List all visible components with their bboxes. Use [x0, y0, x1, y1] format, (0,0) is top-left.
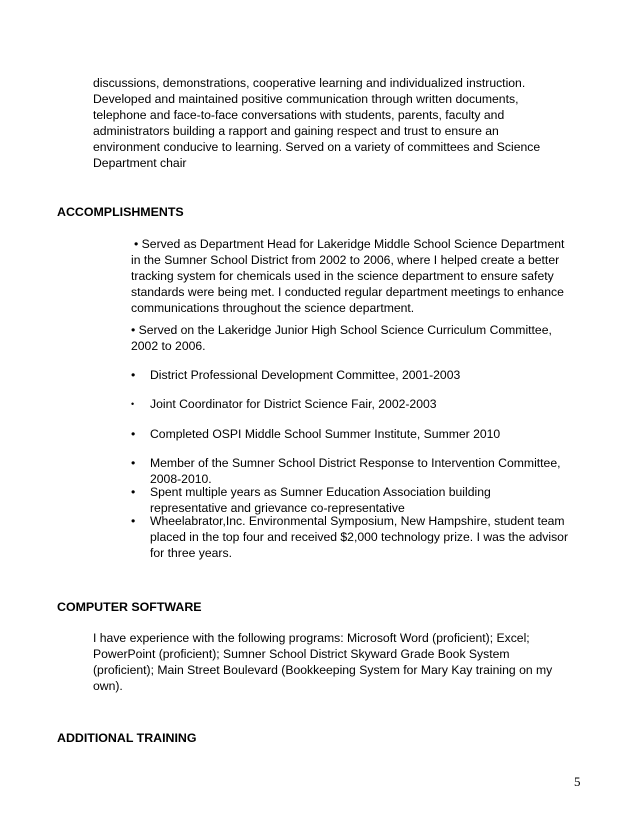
intro-line: telephone and face-to-face conversations with students, parents, faculty and — [93, 108, 505, 122]
software-line: (proficient); Main Street Boulevard (Bookkeeping System for Mary Kay training on my — [93, 663, 553, 677]
software-line: I have experience with the following programs: Microsoft Word (proficient); Excel; — [93, 631, 530, 645]
intro-line: Developed and maintained positive communication through written documents, — [93, 92, 519, 106]
bullet-icon: • — [131, 368, 136, 382]
bullet-icon: • — [131, 399, 135, 409]
curriculum-committee-paragraph — [131, 322, 591, 354]
intro-paragraph — [93, 75, 563, 171]
bullet-icon: • — [134, 237, 139, 251]
intro-line: Department chair — [93, 156, 187, 170]
intro-line: discussions, demonstrations, cooperative learning and individualized instruction. — [93, 76, 526, 90]
dept-line: in the Sumner School District from 2002 to 2006, where I helped create a better — [131, 253, 560, 267]
intro-line: administrators building a rapport and gaining respect and trust to ensure an — [93, 124, 499, 138]
software-line: own). — [93, 679, 123, 693]
bullet-icon: • — [131, 514, 136, 528]
bullet-icon: • — [131, 427, 136, 441]
department-head-paragraph — [131, 236, 591, 316]
list-item: • Wheelabrator,Inc. Environmental Symposium, New Hampshire, student team placed in the top four and received $2,000 technology prize. I was the advisor for three years. — [131, 514, 569, 560]
accomplishments-heading: ACCOMPLISHMENTS — [57, 205, 184, 219]
bullet-icon: • — [131, 485, 136, 499]
list-item: • Completed OSPI Middle School Summer Institute, Summer 2010 — [131, 427, 501, 441]
list-item: • Member of the Sumner School District Response to Intervention Committee, 2008-2010. — [131, 456, 561, 486]
list-item: • Joint Coordinator for District Science Fair, 2002-2003 — [131, 397, 437, 411]
curriculum-line: 2002 to 2006. — [131, 339, 206, 353]
dept-line: Served as Department Head for Lakeridge Middle School Science Department — [141, 237, 565, 251]
dept-line: tracking system for chemicals used in the science department to ensure safety — [131, 269, 554, 283]
curriculum-line: • Served on the Lakeridge Junior High School Science Curriculum Committee, — [131, 323, 552, 337]
dept-line: communications throughout the science department. — [131, 301, 415, 315]
computer-software-paragraph — [93, 630, 573, 694]
list-item: • District Professional Development Committee, 2001-2003 — [131, 368, 461, 382]
bullet-icon: • — [131, 456, 136, 470]
intro-line: environment conducive to learning. Served on a variety of committees and Science — [93, 140, 541, 154]
computer-software-heading: COMPUTER SOFTWARE — [57, 600, 202, 614]
page-number: 5 — [574, 774, 581, 789]
software-line: PowerPoint (proficient); Sumner School District Skyward Grade Book System — [93, 647, 510, 661]
additional-training-heading: ADDITIONAL TRAINING — [57, 731, 197, 745]
list-item: • Spent multiple years as Sumner Education Association building representative and grievance co-representative — [131, 485, 491, 515]
dept-line: standards were being met. I conducted regular department meetings to enhance — [131, 285, 564, 299]
